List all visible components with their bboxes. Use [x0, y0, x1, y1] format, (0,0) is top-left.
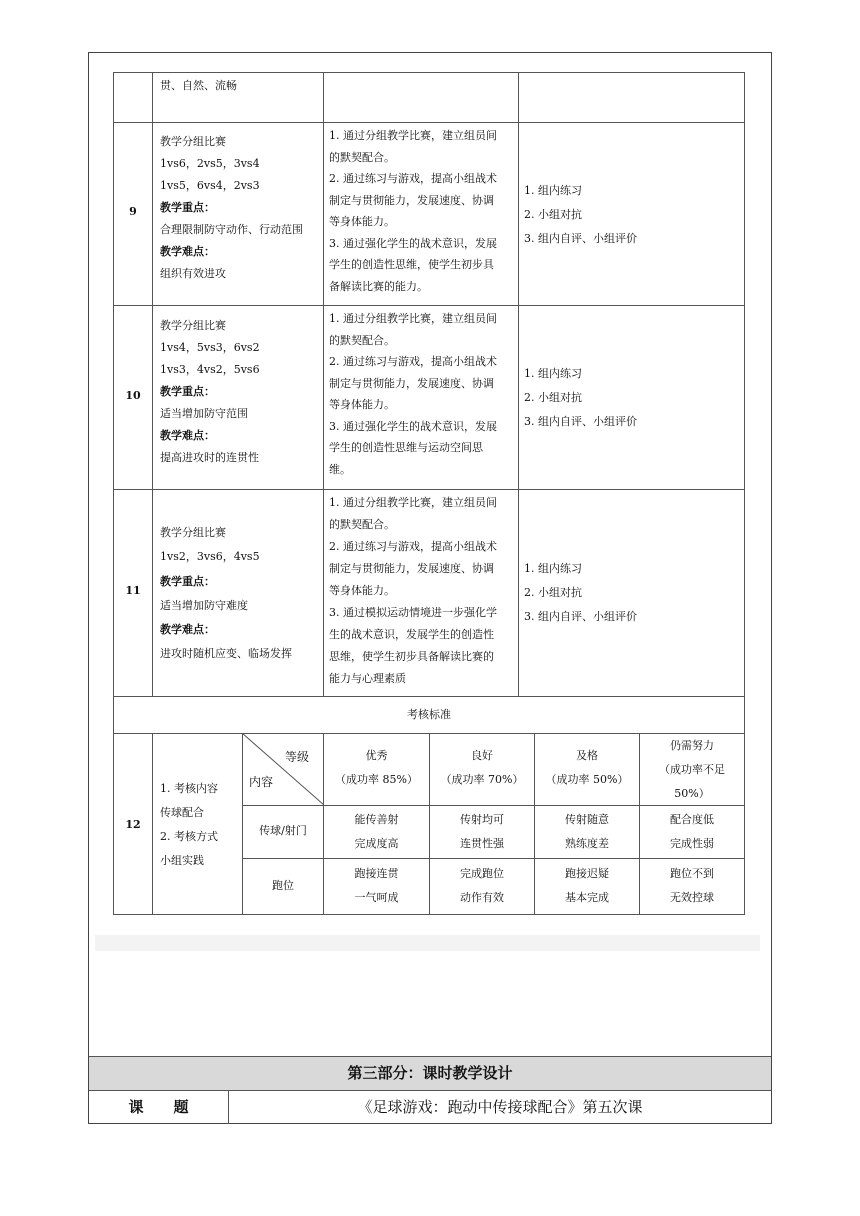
table-rule [242, 858, 744, 859]
shade-strip [95, 935, 760, 951]
text-line: 等身体能力。 [329, 215, 395, 228]
cell-text: 动作有效 [460, 891, 504, 904]
text-line: 提高进攻时的连贯性 [160, 451, 259, 464]
text-line: 教学分组比赛 [160, 526, 226, 539]
text-line: 进攻时随机应变、临场发挥 [160, 647, 292, 661]
criteria-positioning-label: 跑位 [272, 879, 294, 892]
text-line: 1vs4，5vs3，6vs2 [160, 341, 260, 354]
text-line: 适当增加防守难度 [160, 598, 248, 612]
text-line: 1. 通过分组教学比赛，建立组员间 [329, 129, 497, 142]
text-line: 学生的创造性思维，使学生初步具 [329, 258, 494, 271]
row-11-goals [329, 492, 497, 690]
cell-text: 良好 [471, 749, 493, 762]
criteria-cell [324, 808, 429, 856]
cell-text: 跑位不到 [670, 867, 714, 880]
row-0-content [160, 75, 237, 97]
cell-text: （成功率 50%） [545, 773, 629, 786]
corner-grade-label: 等级 [285, 750, 310, 764]
cell-text: 跑接迟疑 [565, 867, 609, 880]
criteria-cell [535, 862, 639, 910]
cell-text: 传射均可 [460, 813, 504, 826]
text-line: 传球配合 [160, 806, 204, 819]
criteria-cell [324, 862, 429, 910]
criteria-cell [640, 862, 744, 910]
text-line: 3. 组内自评、小组评价 [524, 232, 637, 245]
row-9-eval [524, 179, 637, 251]
row-10-goals [329, 308, 497, 480]
corner-content-label: 内容 [249, 775, 274, 789]
cell-text: 跑接连贯 [354, 867, 399, 880]
cell-text: 熟练度差 [565, 837, 609, 850]
cell-text: （成功率不足 [659, 763, 725, 776]
table-rule [113, 122, 744, 123]
cell-text: 连贯性强 [460, 837, 504, 850]
row-9-line: 教学分组比赛 [160, 135, 226, 148]
text-line: 2. 小组对抗 [524, 391, 582, 404]
row-9-key-label: 教学重点： [160, 201, 215, 214]
row-11-eval [524, 557, 637, 629]
topic-label: 课 题 [128, 1098, 189, 1116]
table-rule [744, 72, 745, 915]
text-line: 的默契配合。 [329, 518, 395, 531]
table-rule [113, 696, 744, 697]
text-line: 教学重点： [160, 385, 215, 398]
text-line: 2. 小组对抗 [524, 208, 582, 221]
grade-excellent [324, 744, 429, 792]
grade-pass [535, 744, 639, 792]
table-rule [113, 72, 114, 915]
text-line: 维。 [329, 462, 351, 476]
cell-text: 完成度高 [354, 837, 399, 850]
row-11-number: 11 [125, 584, 141, 597]
text-line: 1. 考核内容 [160, 782, 218, 795]
text-line: 3. 通过强化学生的战术意识，发展 [329, 236, 497, 250]
cell-text: 完成性弱 [670, 837, 714, 850]
table-rule [113, 305, 744, 306]
criteria-cell [430, 808, 534, 856]
criteria-cell [535, 808, 639, 856]
text-line: 3. 组内自评、小组评价 [524, 415, 637, 428]
row-9-line: 合理限制防守动作、行动范围 [160, 223, 303, 236]
section-3-header: 第三部分：课时教学设计 [89, 1057, 771, 1090]
text-line: 教学分组比赛 [160, 319, 226, 332]
row-9-difficulty-label: 教学难点： [160, 245, 215, 258]
grade-good [430, 744, 534, 792]
text-line: 备解读比赛的能力。 [329, 279, 428, 293]
cell-text: 无效控球 [670, 891, 714, 904]
text-line: 1. 通过分组教学比赛，建立组员间 [329, 312, 497, 325]
cell-text: （成功率 85%） [335, 773, 418, 786]
text-line: 制定与贯彻能力，发展速度、协调 [329, 376, 494, 390]
text-line: 1. 通过分组教学比赛，建立组员间 [329, 496, 497, 509]
table-rule [518, 72, 519, 697]
cell-text: 50%） [674, 787, 710, 800]
text-line: 适当增加防守范围 [160, 407, 248, 420]
text-line: 1. 组内练习 [524, 184, 582, 197]
row-11-content [160, 521, 292, 667]
cell-text: 能传善射 [354, 813, 399, 826]
cell-text: 配合度低 [670, 813, 714, 826]
cell-text: 一气呵成 [354, 891, 399, 904]
row-9-number: 9 [129, 205, 137, 218]
text-line: 思维，使学生初步具备解读比赛的 [329, 650, 494, 663]
row-9-line: 1vs6，2vs5，3vs4 [160, 157, 260, 170]
text-line: 小组实践 [160, 854, 204, 867]
table-rule [152, 733, 153, 915]
text-line: 等身体能力。 [329, 398, 395, 411]
text-line: 3. 组内自评、小组评价 [524, 610, 637, 623]
row-9-content [160, 131, 303, 285]
text-line: 2. 通过练习与游戏，提高小组战术 [329, 172, 497, 185]
row-9-line: 组织有效进攻 [160, 267, 226, 280]
row-9-line: 1vs5，6vs4，2vs3 [160, 179, 260, 192]
assessment-left [160, 777, 218, 873]
cell-text: 仍需努力 [670, 739, 714, 752]
cell-text: 完成跑位 [460, 867, 504, 880]
text-line: 学生的创造性思维与运动空间思 [329, 441, 483, 454]
diagonal-header-cell [242, 733, 324, 805]
row-10-number: 10 [125, 389, 141, 402]
criteria-pass-shoot-label: 传球/射门 [259, 824, 307, 837]
text-line: 1. 组内练习 [524, 367, 582, 380]
cell-text: 基本完成 [565, 891, 609, 904]
criteria-cell [640, 808, 744, 856]
text-line: 制定与贯彻能力，发展速度、协调 [329, 193, 494, 207]
text-line: 1vs2，3vs6，4vs5 [160, 550, 260, 564]
row-12-number: 12 [125, 818, 141, 831]
text-line: 等身体能力。 [329, 584, 395, 597]
text-line: 1vs3，4vs2，5vs6 [160, 363, 260, 376]
table-rule [113, 72, 744, 73]
text-line: 2. 小组对抗 [524, 586, 582, 599]
text-line: 2. 考核方式 [160, 830, 218, 843]
text-line: 的默契配合。 [329, 150, 395, 164]
text-line: 2. 通过练习与游戏，提高小组战术 [329, 540, 497, 553]
topic-value: 《足球游戏：跑动中传接球配合》第五次课 [357, 1098, 643, 1116]
row-0-text: 贯、自然、流畅 [160, 79, 237, 92]
cell-text: （成功率 70%） [440, 773, 524, 786]
text-line: 生的战术意识，发展学生的创造性 [329, 628, 494, 641]
text-line: 能力与心理素质 [329, 672, 406, 685]
text-line: 2. 通过练习与游戏，提高小组战术 [329, 355, 497, 368]
text-line: 教学重点： [160, 574, 215, 588]
cell-text: 传射随意 [565, 813, 609, 826]
grade-needs-effort [640, 734, 744, 806]
text-line: 制定与贯彻能力，发展速度、协调 [329, 562, 494, 575]
row-10-content [160, 315, 260, 469]
text-line: 3. 通过强化学生的战术意识，发展 [329, 419, 497, 433]
assessment-title: 考核标准 [407, 708, 451, 721]
text-line: 教学难点： [160, 429, 215, 442]
text-line: 教学难点： [160, 623, 215, 637]
cell-text: 优秀 [365, 749, 388, 762]
table-rule [152, 72, 153, 697]
row-10-eval [524, 362, 637, 434]
text-line: 1. 组内练习 [524, 562, 582, 575]
text-line: 3. 通过模拟运动情境进一步强化学 [329, 606, 497, 619]
row-9-goals [329, 125, 497, 297]
table-rule [323, 72, 324, 697]
cell-text: 及格 [576, 749, 598, 762]
text-line: 的默契配合。 [329, 333, 395, 347]
table-rule [113, 489, 744, 490]
criteria-cell [430, 862, 534, 910]
